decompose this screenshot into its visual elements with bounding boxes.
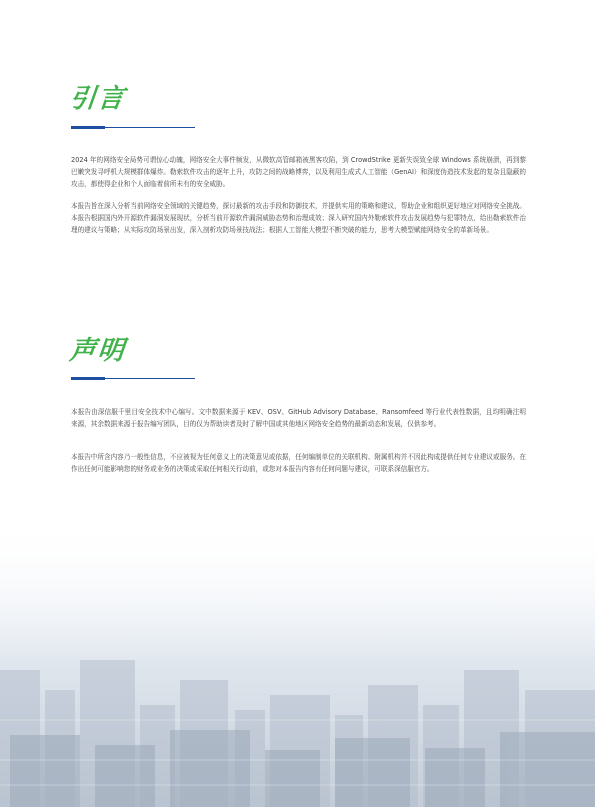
intro-divider-accent bbox=[71, 126, 105, 129]
city-background-image bbox=[0, 520, 595, 807]
statement-paragraph-2: 本报告中所含内容乃一般性信息，不应被视为任何意义上的决策意见或依据，任何编制单位的关联机构、附属机构并不因此构成提供任何专业建议或服务。在作出任何可能影响您的财务或业务的决策或采取任何相关行动前，或您对本报告内容有任何问题与建议，可联系深信服官方。 bbox=[71, 453, 526, 474]
intro-paragraph-1: 2024 年的网络安全局势可谓惊心动魄，网络安全大事件频发，从微软高管邮箱被黑客攻陷，到 CrowdStrike 更新失误致全球 Windows 系统崩溃，再到黎巴嫩突发寻呼机大规模群体爆炸。勒索软件攻击的逐年上升，攻防之间的战略博弈，以及利用生成式人工智能（GenAI）和深度伪造技术发起的复杂且隐蔽的攻击，都使得企业和个人面临着前所未有的安全威胁。 bbox=[71, 156, 526, 189]
statement-divider-accent bbox=[71, 377, 105, 380]
intro-paragraph-2: 本报告旨在深入分析当前网络安全领域的关键趋势，探讨最新的攻击手段和防御技术，并提供实用的策略和建议，帮助企业和组织更好地应对网络安全挑战。本报告根据国内外开源软件漏洞发展现状，分析当前开源软件漏洞威胁态势和治理成效；深入研究国内外勒索软件攻击发展趋势与犯罪特点，给出勒索软件治理的建议与策略；从实际攻防场景出发，深入剖析攻防场景技战法；根据人工智能大模型不断突破的能力，思考大模型赋能网络安全的革新场景。 bbox=[71, 202, 526, 235]
statement-heading: 声明 bbox=[68, 336, 128, 366]
statement-paragraph-1: 本报告由深信服千里目安全技术中心编写。文中数据来源于 KEV、OSV、GitHub Advisory Database、Ransomfeed 等行业代表性数据，且均明确注明来源，其余数据来源于报告编写团队，目的仅为帮助读者及时了解中国或其他地区网络安全趋势的最新动态和发展，仅供参考。 bbox=[71, 408, 526, 429]
intro-heading: 引言 bbox=[68, 84, 128, 114]
